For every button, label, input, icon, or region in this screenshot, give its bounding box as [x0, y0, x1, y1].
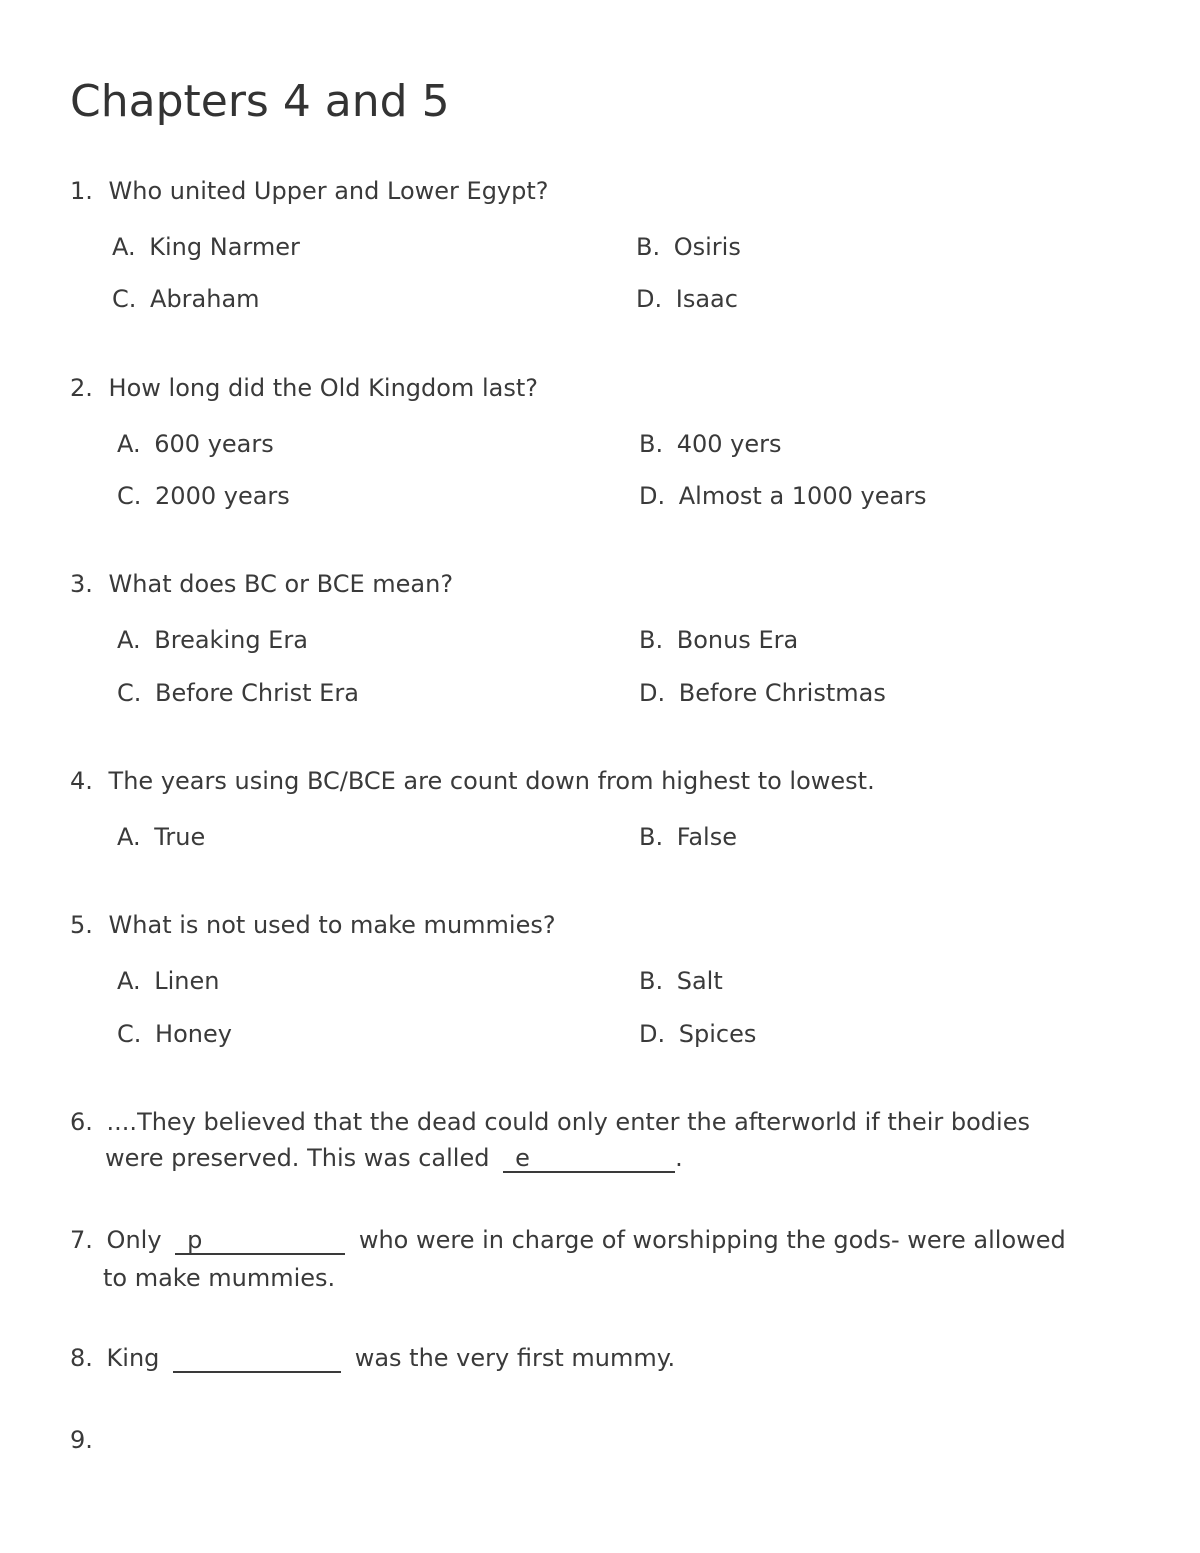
question-text: ....They believed that the dead could only enter the afterworld if their bodies — [106, 1108, 1030, 1136]
question-text: to make mummies. — [103, 1264, 336, 1292]
question-6-line-2 — [105, 1143, 683, 1173]
question-7-line-2 — [103, 1263, 335, 1293]
option-3d — [639, 678, 886, 708]
option-text: Before Christ Era — [155, 679, 359, 707]
option-3c — [117, 678, 359, 708]
option-letter: A. — [117, 430, 141, 458]
option-letter: D. — [639, 1020, 666, 1048]
option-5b — [639, 966, 723, 996]
question-text: Who united Upper and Lower Egypt? — [108, 177, 549, 205]
option-letter: B. — [636, 233, 661, 261]
option-text: Bonus Era — [676, 626, 799, 654]
option-letter: C. — [117, 1020, 142, 1048]
option-letter: A. — [112, 233, 136, 261]
question-number: 3. — [70, 570, 93, 598]
question-5 — [70, 910, 556, 940]
option-letter: D. — [639, 482, 666, 510]
option-text: 600 years — [154, 430, 274, 458]
option-letter: B. — [639, 626, 664, 654]
question-9 — [70, 1425, 93, 1455]
option-1c — [112, 284, 260, 314]
question-number: 6. — [70, 1108, 93, 1136]
option-text: Before Christmas — [678, 679, 886, 707]
option-text: False — [676, 823, 737, 851]
question-text: What is not used to make mummies? — [108, 911, 556, 939]
option-text: True — [154, 823, 206, 851]
fill-in-blank[interactable]: e — [503, 1143, 675, 1173]
question-text: What does BC or BCE mean? — [108, 570, 454, 598]
question-8 — [70, 1343, 675, 1373]
option-5a — [117, 966, 220, 996]
question-number: 7. — [70, 1226, 93, 1254]
question-text: How long did the Old Kingdom last? — [108, 374, 538, 402]
question-7 — [70, 1225, 1066, 1255]
option-1b — [636, 232, 741, 262]
period: . — [675, 1144, 683, 1172]
option-text: Breaking Era — [154, 626, 308, 654]
fill-in-blank[interactable]: p — [175, 1225, 345, 1255]
option-text: King Narmer — [149, 233, 300, 261]
question-text: was the very first mummy. — [354, 1344, 676, 1372]
option-text: Spices — [678, 1020, 757, 1048]
option-text: Abraham — [150, 285, 260, 313]
question-text: were preserved. This was called — [105, 1144, 490, 1172]
question-text: King — [106, 1344, 160, 1372]
option-letter: C. — [117, 679, 142, 707]
option-letter: B. — [639, 967, 664, 995]
option-4a — [117, 822, 205, 852]
option-letter: A. — [117, 823, 141, 851]
option-2a — [117, 429, 274, 459]
option-text: Almost a 1000 years — [678, 482, 927, 510]
option-3a — [117, 625, 308, 655]
question-4 — [70, 766, 875, 796]
option-letter: B. — [639, 430, 664, 458]
question-text: Only — [106, 1226, 162, 1254]
option-text: Linen — [154, 967, 220, 995]
option-text: 400 yers — [676, 430, 782, 458]
question-number: 1. — [70, 177, 93, 205]
question-number: 5. — [70, 911, 93, 939]
question-number: 2. — [70, 374, 93, 402]
option-1a — [112, 232, 300, 262]
option-letter: A. — [117, 626, 141, 654]
option-letter: C. — [117, 482, 142, 510]
option-4b — [639, 822, 737, 852]
option-letter: B. — [639, 823, 664, 851]
question-number: 8. — [70, 1344, 93, 1372]
option-2d — [639, 481, 927, 511]
option-5c — [117, 1019, 232, 1049]
fill-in-blank[interactable] — [173, 1343, 341, 1373]
option-letter: A. — [117, 967, 141, 995]
option-3b — [639, 625, 798, 655]
option-5d — [639, 1019, 756, 1049]
option-text: Honey — [155, 1020, 232, 1048]
option-2c — [117, 481, 290, 511]
question-text: who were in charge of worshipping the gods- were allowed — [358, 1226, 1066, 1254]
question-3 — [70, 569, 453, 599]
question-1 — [70, 176, 549, 206]
option-text: Salt — [676, 967, 723, 995]
option-text: Osiris — [673, 233, 741, 261]
page-title: Chapters 4 and 5 — [70, 76, 450, 127]
option-text: 2000 years — [155, 482, 290, 510]
question-number: 4. — [70, 767, 93, 795]
option-2b — [639, 429, 782, 459]
question-6 — [70, 1107, 1030, 1137]
option-1d — [636, 284, 738, 314]
option-letter: D. — [636, 285, 663, 313]
option-letter: D. — [639, 679, 666, 707]
option-text: Isaac — [675, 285, 738, 313]
option-letter: C. — [112, 285, 137, 313]
question-text: The years using BC/BCE are count down from highest to lowest. — [108, 767, 875, 795]
question-2 — [70, 373, 538, 403]
question-number: 9. — [70, 1426, 93, 1454]
